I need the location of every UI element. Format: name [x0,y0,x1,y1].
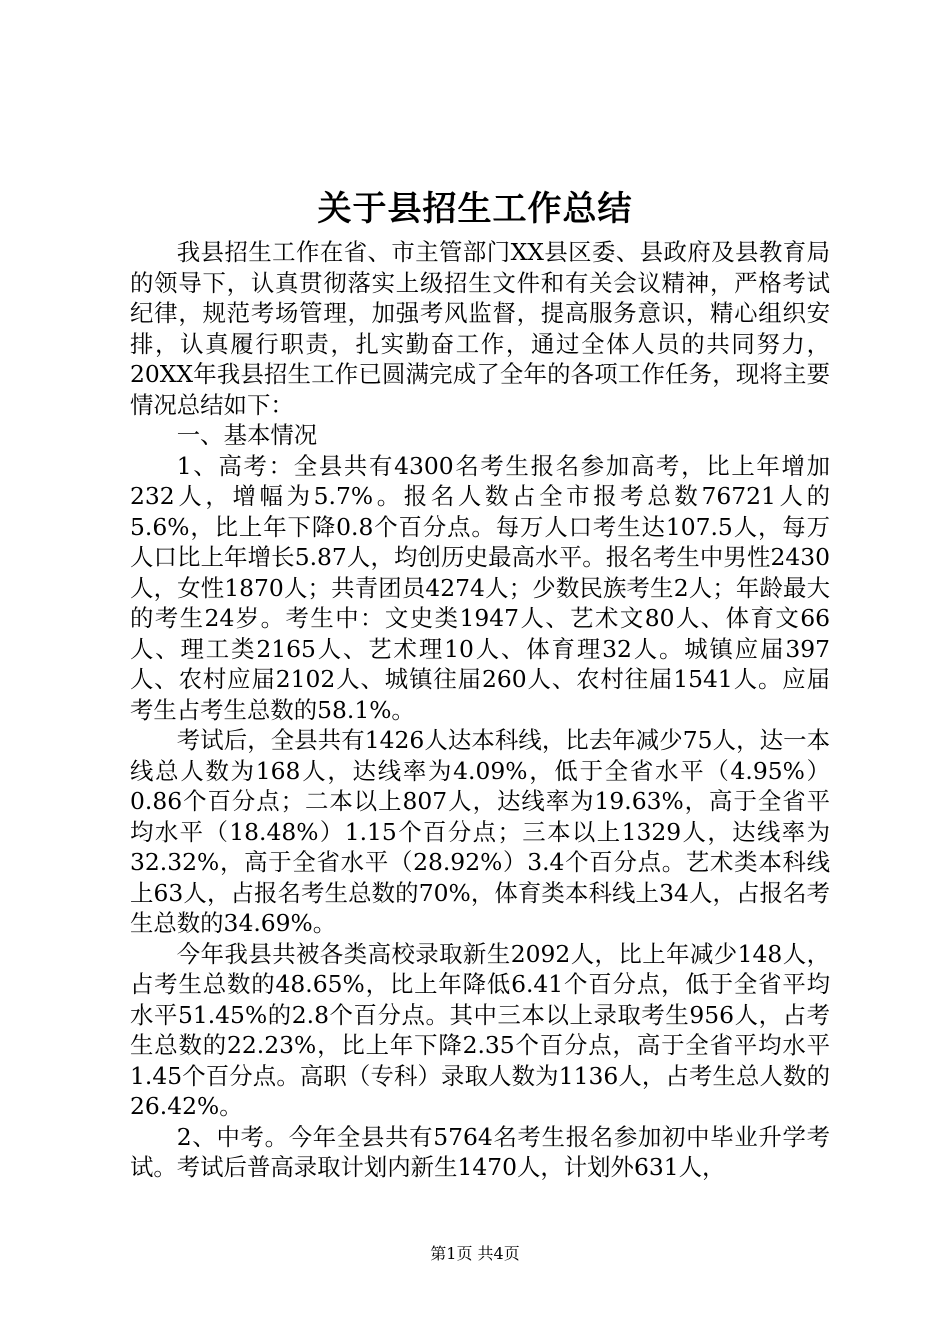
document-title: 关于县招生工作总结 [317,189,633,229]
section-heading-basic-situation: 一、基本情况 [176,421,318,449]
paragraph-zhongkao: 2、中考。今年全县共有5764名考生报名参加初中毕业升学考试。考试后普高录取计划内新生1470人，计划外631人， [130,1122,830,1181]
page-footer: 第1页 共4页 [430,1244,520,1263]
paragraph-gaokao: 1、高考：全县共有4300名考生报名参加高考，比上年增加232人，增幅为5.7%。报名人数占全市报考总数76721人的5.6%，比上年下降0.8个百分点。每万人口考生达107.5人，每万人口比上年增长5.87人，均创历史最高水平。报名考生中男性2430人，女性1870人；共青团员4274人；少数民族考生2人；年龄最大的考生24岁。考生中：文史类1947人、艺术文80人、体育文66人、理工类2165人、艺术理10人、体育理32人。城镇应届397人、农村应届2102人、城镇往届260人、农村往届1541人。应届考生占考生总数的58.1%。 [130,451,830,724]
paragraph-admissions: 今年我县共被各类高校录取新生2092人，比上年减少148人，占考生总数的48.65%，比上年降低6.41个百分点，低于全省平均水平51.45%的2.8个百分点。其中三本以上录取考生956人，占考生总数的22.23%，比上年下降2.35个百分点，高于全省平均水平1.45个百分点。高职（专科）录取人数为1136人，占考生总人数的26.42%。 [130,939,830,1120]
paragraph-exam-results: 考试后，全县共有1426人达本科线，比去年减少75人，达一本线总人数为168人，达线率为4.09%，低于全省水平（4.95%）0.86个百分点；二本以上807人，达线率为19.63%，高于全省平均水平（18.48%）1.15个百分点；三本以上1329人，达线率为32.32%，高于全省水平（28.92%）3.4个百分点。艺术类本科线上63人，占报名考生总数的70%，体育类本科线上34人，占报名考生总数的34.69%。 [130,726,830,937]
paragraph-intro: 我县招生工作在省、市主管部门XX县区委、县政府及县教育局的领导下，认真贯彻落实上级招生文件和有关会议精神，严格考试纪律，规范考场管理，加强考风监督，提高服务意识，精心组织安排，认真履行职责，扎实勤奋工作，通过全体人员的共同努力，20XX年我县招生工作已圆满完成了全年的各项工作任务，现将主要情况总结如下： [130,238,830,419]
document-body [130,237,830,1183]
